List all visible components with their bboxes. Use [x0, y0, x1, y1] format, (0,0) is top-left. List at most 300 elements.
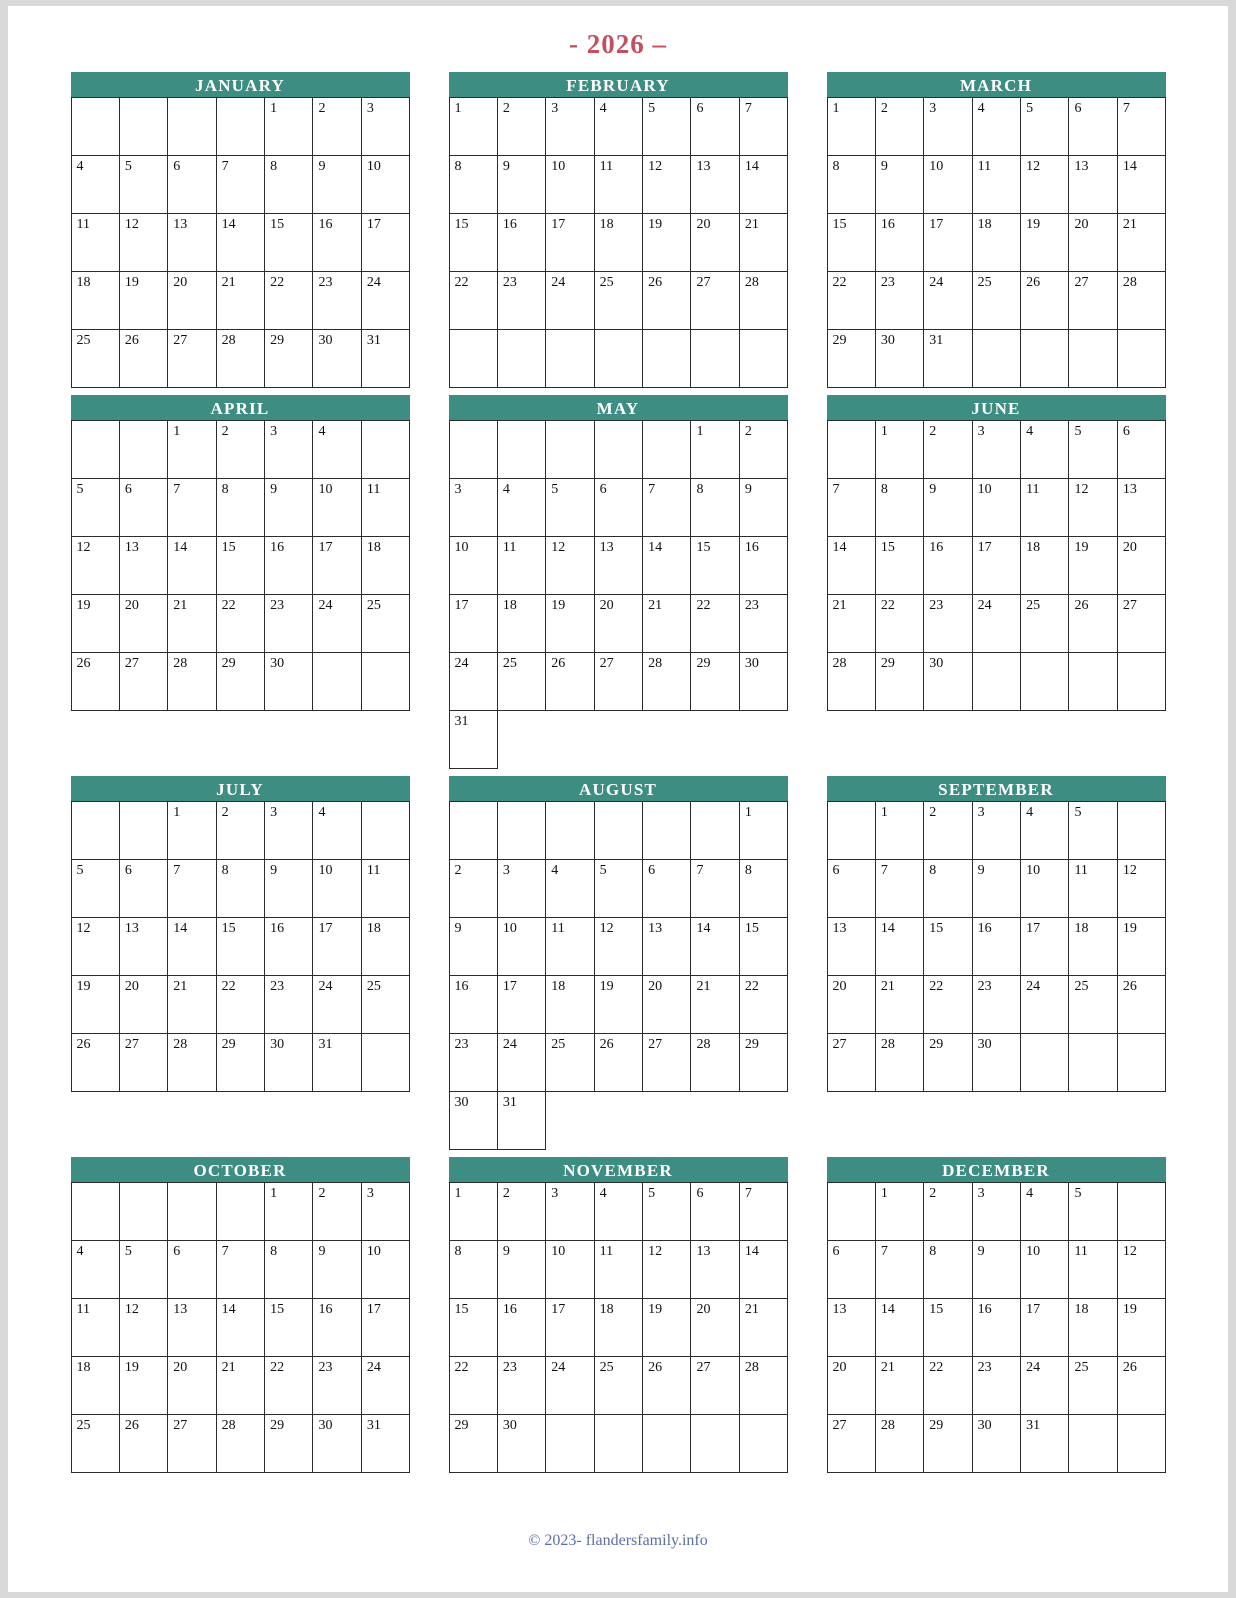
day-cell[interactable]: 3 [265, 421, 313, 479]
day-cell[interactable]: 10 [1021, 1241, 1069, 1299]
day-cell[interactable]: 17 [497, 976, 545, 1034]
day-cell[interactable]: 2 [216, 802, 264, 860]
day-cell[interactable]: 18 [594, 1299, 642, 1357]
day-cell[interactable]: 18 [546, 976, 594, 1034]
day-cell[interactable]: 19 [119, 272, 167, 330]
day-cell[interactable]: 9 [924, 479, 972, 537]
day-cell[interactable]: 30 [739, 653, 787, 711]
day-cell[interactable]: 30 [924, 653, 972, 711]
day-cell[interactable]: 2 [313, 98, 361, 156]
day-cell[interactable]: 31 [361, 1415, 409, 1473]
day-cell[interactable]: 21 [691, 976, 739, 1034]
day-cell[interactable]: 3 [361, 1183, 409, 1241]
day-cell[interactable]: 11 [497, 537, 545, 595]
day-cell[interactable]: 30 [972, 1415, 1020, 1473]
day-cell[interactable]: 17 [546, 214, 594, 272]
day-cell[interactable]: 28 [1117, 272, 1165, 330]
day-cell[interactable]: 10 [1021, 860, 1069, 918]
day-cell[interactable]: 6 [1117, 421, 1165, 479]
day-cell[interactable]: 23 [972, 976, 1020, 1034]
day-cell[interactable]: 14 [168, 918, 216, 976]
day-cell[interactable]: 4 [313, 421, 361, 479]
day-cell[interactable]: 16 [313, 1299, 361, 1357]
day-cell[interactable]: 16 [265, 918, 313, 976]
day-cell[interactable]: 8 [875, 479, 923, 537]
day-cell[interactable]: 21 [875, 1357, 923, 1415]
day-cell[interactable]: 5 [119, 156, 167, 214]
day-cell[interactable]: 16 [497, 214, 545, 272]
day-cell[interactable]: 19 [71, 976, 119, 1034]
day-cell[interactable]: 20 [119, 595, 167, 653]
day-cell[interactable]: 10 [924, 156, 972, 214]
day-cell[interactable]: 5 [594, 860, 642, 918]
day-cell[interactable]: 27 [827, 1415, 875, 1473]
day-cell[interactable]: 3 [546, 1183, 594, 1241]
day-cell[interactable]: 22 [216, 595, 264, 653]
day-cell[interactable]: 7 [827, 479, 875, 537]
day-cell[interactable]: 20 [827, 976, 875, 1034]
day-cell[interactable]: 25 [1069, 976, 1117, 1034]
day-cell[interactable]: 8 [449, 156, 497, 214]
day-cell[interactable]: 18 [361, 537, 409, 595]
day-cell[interactable]: 26 [643, 272, 691, 330]
day-cell[interactable]: 12 [643, 156, 691, 214]
day-cell[interactable]: 20 [168, 1357, 216, 1415]
day-cell[interactable]: 24 [1021, 1357, 1069, 1415]
day-cell[interactable]: 24 [313, 976, 361, 1034]
day-cell[interactable]: 26 [546, 653, 594, 711]
day-cell[interactable]: 1 [875, 1183, 923, 1241]
day-cell[interactable]: 17 [1021, 1299, 1069, 1357]
day-cell[interactable]: 9 [972, 1241, 1020, 1299]
day-cell[interactable]: 23 [497, 272, 545, 330]
day-cell[interactable]: 13 [594, 537, 642, 595]
day-cell[interactable]: 9 [875, 156, 923, 214]
day-cell[interactable]: 27 [827, 1034, 875, 1092]
day-cell[interactable]: 25 [594, 1357, 642, 1415]
day-cell[interactable]: 6 [827, 1241, 875, 1299]
day-cell[interactable]: 3 [546, 98, 594, 156]
day-cell[interactable]: 5 [71, 479, 119, 537]
day-cell[interactable]: 11 [1069, 1241, 1117, 1299]
day-cell[interactable]: 7 [739, 1183, 787, 1241]
day-cell[interactable]: 25 [594, 272, 642, 330]
day-cell[interactable]: 30 [265, 653, 313, 711]
day-cell[interactable]: 1 [265, 98, 313, 156]
day-cell[interactable]: 22 [924, 1357, 972, 1415]
day-cell[interactable]: 18 [361, 918, 409, 976]
day-cell[interactable]: 15 [924, 1299, 972, 1357]
day-cell[interactable]: 20 [643, 976, 691, 1034]
day-cell[interactable]: 25 [1021, 595, 1069, 653]
day-cell[interactable]: 18 [71, 272, 119, 330]
day-cell[interactable]: 2 [449, 860, 497, 918]
day-cell[interactable]: 25 [71, 1415, 119, 1473]
day-cell[interactable]: 12 [1069, 479, 1117, 537]
day-cell[interactable]: 16 [875, 214, 923, 272]
day-cell[interactable]: 5 [546, 479, 594, 537]
day-cell[interactable]: 9 [497, 1241, 545, 1299]
day-cell[interactable]: 10 [361, 1241, 409, 1299]
day-cell[interactable]: 11 [1021, 479, 1069, 537]
day-cell[interactable]: 1 [449, 98, 497, 156]
day-cell[interactable]: 6 [119, 479, 167, 537]
day-cell[interactable]: 18 [972, 214, 1020, 272]
day-cell[interactable]: 27 [691, 1357, 739, 1415]
day-cell[interactable]: 3 [972, 802, 1020, 860]
day-cell[interactable]: 6 [168, 1241, 216, 1299]
day-cell[interactable]: 29 [691, 653, 739, 711]
day-cell[interactable]: 6 [691, 98, 739, 156]
day-cell[interactable]: 8 [265, 1241, 313, 1299]
day-cell[interactable]: 2 [924, 1183, 972, 1241]
day-cell[interactable]: 3 [972, 421, 1020, 479]
day-cell[interactable]: 1 [827, 98, 875, 156]
day-cell[interactable]: 22 [216, 976, 264, 1034]
day-cell[interactable]: 15 [827, 214, 875, 272]
day-cell[interactable]: 8 [449, 1241, 497, 1299]
day-cell[interactable]: 6 [168, 156, 216, 214]
day-cell[interactable]: 28 [875, 1415, 923, 1473]
day-cell[interactable]: 24 [1021, 976, 1069, 1034]
day-cell[interactable]: 21 [739, 214, 787, 272]
day-cell[interactable]: 23 [497, 1357, 545, 1415]
day-cell[interactable]: 8 [924, 860, 972, 918]
day-cell[interactable]: 13 [691, 1241, 739, 1299]
day-cell[interactable]: 22 [691, 595, 739, 653]
day-cell[interactable]: 14 [216, 214, 264, 272]
day-cell[interactable]: 6 [594, 479, 642, 537]
day-cell[interactable]: 14 [1117, 156, 1165, 214]
day-cell[interactable]: 12 [594, 918, 642, 976]
day-cell[interactable]: 23 [924, 595, 972, 653]
day-cell[interactable]: 29 [827, 330, 875, 388]
day-cell[interactable]: 23 [265, 976, 313, 1034]
day-cell[interactable]: 23 [972, 1357, 1020, 1415]
day-cell[interactable]: 17 [972, 537, 1020, 595]
day-cell[interactable]: 22 [265, 272, 313, 330]
day-cell[interactable]: 13 [827, 1299, 875, 1357]
day-cell[interactable]: 13 [119, 537, 167, 595]
day-cell[interactable]: 6 [119, 860, 167, 918]
day-cell[interactable]: 20 [1117, 537, 1165, 595]
day-cell[interactable]: 9 [313, 156, 361, 214]
day-cell[interactable]: 28 [875, 1034, 923, 1092]
day-cell[interactable]: 11 [1069, 860, 1117, 918]
day-cell[interactable]: 15 [265, 1299, 313, 1357]
day-cell[interactable]: 8 [924, 1241, 972, 1299]
day-cell[interactable]: 30 [265, 1034, 313, 1092]
day-cell[interactable]: 14 [875, 1299, 923, 1357]
day-cell[interactable]: 26 [119, 1415, 167, 1473]
day-cell[interactable]: 29 [265, 330, 313, 388]
day-cell[interactable]: 20 [691, 1299, 739, 1357]
day-cell[interactable]: 27 [691, 272, 739, 330]
day-cell[interactable]: 11 [594, 156, 642, 214]
day-cell[interactable]: 3 [265, 802, 313, 860]
day-cell[interactable]: 10 [972, 479, 1020, 537]
day-cell[interactable]: 19 [1117, 918, 1165, 976]
day-cell[interactable]: 2 [875, 98, 923, 156]
day-cell[interactable]: 7 [875, 1241, 923, 1299]
day-cell[interactable]: 25 [497, 653, 545, 711]
day-cell[interactable]: 26 [119, 330, 167, 388]
day-cell[interactable]: 7 [1117, 98, 1165, 156]
day-cell[interactable]: 18 [594, 214, 642, 272]
day-cell[interactable]: 21 [827, 595, 875, 653]
day-cell[interactable]: 21 [168, 976, 216, 1034]
day-cell[interactable]: 7 [216, 1241, 264, 1299]
day-cell[interactable]: 2 [739, 421, 787, 479]
day-cell[interactable]: 14 [216, 1299, 264, 1357]
day-cell[interactable]: 20 [691, 214, 739, 272]
day-cell[interactable]: 1 [875, 802, 923, 860]
day-cell[interactable]: 25 [546, 1034, 594, 1092]
day-cell[interactable]: 28 [691, 1034, 739, 1092]
day-cell[interactable]: 8 [827, 156, 875, 214]
day-cell[interactable]: 8 [691, 479, 739, 537]
day-cell[interactable]: 17 [449, 595, 497, 653]
day-cell[interactable]: 10 [313, 860, 361, 918]
day-cell[interactable]: 11 [361, 860, 409, 918]
day-cell[interactable]: 6 [827, 860, 875, 918]
day-cell[interactable]: 12 [119, 214, 167, 272]
day-cell[interactable]: 10 [546, 156, 594, 214]
day-cell[interactable]: 19 [71, 595, 119, 653]
day-cell[interactable]: 15 [449, 214, 497, 272]
day-cell[interactable]: 30 [313, 1415, 361, 1473]
day-cell[interactable]: 10 [497, 918, 545, 976]
day-cell[interactable]: 23 [313, 1357, 361, 1415]
day-cell[interactable]: 22 [449, 272, 497, 330]
day-cell[interactable]: 19 [1021, 214, 1069, 272]
day-cell[interactable]: 12 [546, 537, 594, 595]
day-cell[interactable]: 2 [924, 421, 972, 479]
day-cell[interactable]: 26 [1021, 272, 1069, 330]
day-cell[interactable]: 15 [739, 918, 787, 976]
day-cell[interactable]: 13 [691, 156, 739, 214]
day-cell[interactable]: 4 [594, 1183, 642, 1241]
day-cell[interactable]: 25 [71, 330, 119, 388]
day-cell[interactable]: 4 [313, 802, 361, 860]
day-cell[interactable]: 5 [71, 860, 119, 918]
day-cell[interactable]: 15 [216, 537, 264, 595]
day-cell[interactable]: 27 [168, 1415, 216, 1473]
day-cell[interactable]: 16 [265, 537, 313, 595]
day-cell[interactable]: 12 [643, 1241, 691, 1299]
day-cell[interactable]: 17 [313, 918, 361, 976]
day-cell[interactable]: 17 [924, 214, 972, 272]
day-cell[interactable]: 1 [265, 1183, 313, 1241]
day-cell[interactable]: 8 [216, 860, 264, 918]
day-cell[interactable]: 27 [119, 653, 167, 711]
day-cell[interactable]: 19 [643, 1299, 691, 1357]
day-cell[interactable]: 14 [739, 1241, 787, 1299]
day-cell[interactable]: 26 [1069, 595, 1117, 653]
day-cell[interactable]: 9 [449, 918, 497, 976]
day-cell[interactable]: 6 [643, 860, 691, 918]
day-cell[interactable]: 4 [1021, 421, 1069, 479]
day-cell[interactable]: 5 [643, 1183, 691, 1241]
day-cell[interactable]: 28 [739, 272, 787, 330]
day-cell[interactable]: 25 [361, 595, 409, 653]
day-cell[interactable]: 25 [361, 976, 409, 1034]
day-cell[interactable]: 29 [739, 1034, 787, 1092]
day-cell[interactable]: 19 [1069, 537, 1117, 595]
day-cell[interactable]: 2 [216, 421, 264, 479]
day-cell[interactable]: 19 [119, 1357, 167, 1415]
day-cell[interactable]: 11 [71, 214, 119, 272]
day-cell[interactable]: 31 [497, 1092, 545, 1150]
day-cell[interactable]: 11 [361, 479, 409, 537]
day-cell[interactable]: 30 [972, 1034, 1020, 1092]
day-cell[interactable]: 5 [1069, 421, 1117, 479]
day-cell[interactable]: 28 [216, 1415, 264, 1473]
day-cell[interactable]: 31 [361, 330, 409, 388]
day-cell[interactable]: 5 [119, 1241, 167, 1299]
day-cell[interactable]: 11 [546, 918, 594, 976]
day-cell[interactable]: 1 [739, 802, 787, 860]
day-cell[interactable]: 5 [643, 98, 691, 156]
day-cell[interactable]: 17 [1021, 918, 1069, 976]
day-cell[interactable]: 11 [71, 1299, 119, 1357]
day-cell[interactable]: 10 [546, 1241, 594, 1299]
day-cell[interactable]: 10 [361, 156, 409, 214]
day-cell[interactable]: 12 [71, 537, 119, 595]
day-cell[interactable]: 28 [168, 1034, 216, 1092]
day-cell[interactable]: 18 [1021, 537, 1069, 595]
day-cell[interactable]: 13 [168, 214, 216, 272]
day-cell[interactable]: 26 [594, 1034, 642, 1092]
day-cell[interactable]: 19 [1117, 1299, 1165, 1357]
day-cell[interactable]: 21 [643, 595, 691, 653]
day-cell[interactable]: 29 [924, 1415, 972, 1473]
day-cell[interactable]: 23 [875, 272, 923, 330]
day-cell[interactable]: 16 [449, 976, 497, 1034]
day-cell[interactable]: 2 [313, 1183, 361, 1241]
day-cell[interactable]: 4 [1021, 802, 1069, 860]
day-cell[interactable]: 23 [265, 595, 313, 653]
day-cell[interactable]: 15 [691, 537, 739, 595]
day-cell[interactable]: 13 [119, 918, 167, 976]
day-cell[interactable]: 14 [168, 537, 216, 595]
day-cell[interactable]: 9 [497, 156, 545, 214]
day-cell[interactable]: 16 [313, 214, 361, 272]
day-cell[interactable]: 26 [71, 1034, 119, 1092]
day-cell[interactable]: 17 [313, 537, 361, 595]
day-cell[interactable]: 23 [739, 595, 787, 653]
day-cell[interactable]: 13 [168, 1299, 216, 1357]
day-cell[interactable]: 15 [875, 537, 923, 595]
day-cell[interactable]: 30 [875, 330, 923, 388]
day-cell[interactable]: 24 [546, 1357, 594, 1415]
day-cell[interactable]: 5 [1069, 1183, 1117, 1241]
day-cell[interactable]: 5 [1069, 802, 1117, 860]
day-cell[interactable]: 20 [168, 272, 216, 330]
day-cell[interactable]: 30 [449, 1092, 497, 1150]
day-cell[interactable]: 22 [827, 272, 875, 330]
day-cell[interactable]: 30 [497, 1415, 545, 1473]
day-cell[interactable]: 9 [265, 860, 313, 918]
day-cell[interactable]: 16 [972, 1299, 1020, 1357]
day-cell[interactable]: 17 [361, 1299, 409, 1357]
day-cell[interactable]: 7 [739, 98, 787, 156]
day-cell[interactable]: 29 [216, 1034, 264, 1092]
day-cell[interactable]: 22 [875, 595, 923, 653]
day-cell[interactable]: 29 [216, 653, 264, 711]
day-cell[interactable]: 24 [972, 595, 1020, 653]
day-cell[interactable]: 13 [827, 918, 875, 976]
day-cell[interactable]: 4 [71, 156, 119, 214]
day-cell[interactable]: 20 [594, 595, 642, 653]
day-cell[interactable]: 11 [594, 1241, 642, 1299]
day-cell[interactable]: 4 [972, 98, 1020, 156]
day-cell[interactable]: 21 [168, 595, 216, 653]
day-cell[interactable]: 21 [216, 272, 264, 330]
day-cell[interactable]: 27 [168, 330, 216, 388]
day-cell[interactable]: 24 [313, 595, 361, 653]
day-cell[interactable]: 24 [361, 272, 409, 330]
day-cell[interactable]: 26 [1117, 976, 1165, 1034]
day-cell[interactable]: 25 [972, 272, 1020, 330]
day-cell[interactable]: 14 [691, 918, 739, 976]
day-cell[interactable]: 21 [1117, 214, 1165, 272]
day-cell[interactable]: 13 [1069, 156, 1117, 214]
day-cell[interactable]: 7 [875, 860, 923, 918]
day-cell[interactable]: 1 [875, 421, 923, 479]
day-cell[interactable]: 18 [1069, 1299, 1117, 1357]
day-cell[interactable]: 7 [168, 860, 216, 918]
day-cell[interactable]: 14 [875, 918, 923, 976]
day-cell[interactable]: 2 [497, 1183, 545, 1241]
day-cell[interactable]: 26 [1117, 1357, 1165, 1415]
day-cell[interactable]: 6 [691, 1183, 739, 1241]
day-cell[interactable]: 14 [827, 537, 875, 595]
day-cell[interactable]: 16 [972, 918, 1020, 976]
day-cell[interactable]: 17 [361, 214, 409, 272]
day-cell[interactable]: 21 [739, 1299, 787, 1357]
day-cell[interactable]: 24 [546, 272, 594, 330]
day-cell[interactable]: 13 [1117, 479, 1165, 537]
day-cell[interactable]: 12 [119, 1299, 167, 1357]
day-cell[interactable]: 8 [216, 479, 264, 537]
day-cell[interactable]: 22 [924, 976, 972, 1034]
day-cell[interactable]: 19 [546, 595, 594, 653]
day-cell[interactable]: 17 [546, 1299, 594, 1357]
day-cell[interactable]: 31 [449, 711, 497, 769]
day-cell[interactable]: 18 [1069, 918, 1117, 976]
day-cell[interactable]: 26 [643, 1357, 691, 1415]
day-cell[interactable]: 29 [265, 1415, 313, 1473]
day-cell[interactable]: 3 [972, 1183, 1020, 1241]
day-cell[interactable]: 27 [643, 1034, 691, 1092]
day-cell[interactable]: 9 [265, 479, 313, 537]
day-cell[interactable]: 8 [739, 860, 787, 918]
day-cell[interactable]: 12 [1117, 1241, 1165, 1299]
day-cell[interactable]: 9 [972, 860, 1020, 918]
day-cell[interactable]: 2 [924, 802, 972, 860]
day-cell[interactable]: 12 [71, 918, 119, 976]
day-cell[interactable]: 24 [361, 1357, 409, 1415]
day-cell[interactable]: 22 [739, 976, 787, 1034]
day-cell[interactable]: 8 [265, 156, 313, 214]
day-cell[interactable]: 3 [924, 98, 972, 156]
day-cell[interactable]: 12 [1117, 860, 1165, 918]
day-cell[interactable]: 13 [643, 918, 691, 976]
day-cell[interactable]: 24 [449, 653, 497, 711]
day-cell[interactable]: 31 [1021, 1415, 1069, 1473]
day-cell[interactable]: 29 [875, 653, 923, 711]
